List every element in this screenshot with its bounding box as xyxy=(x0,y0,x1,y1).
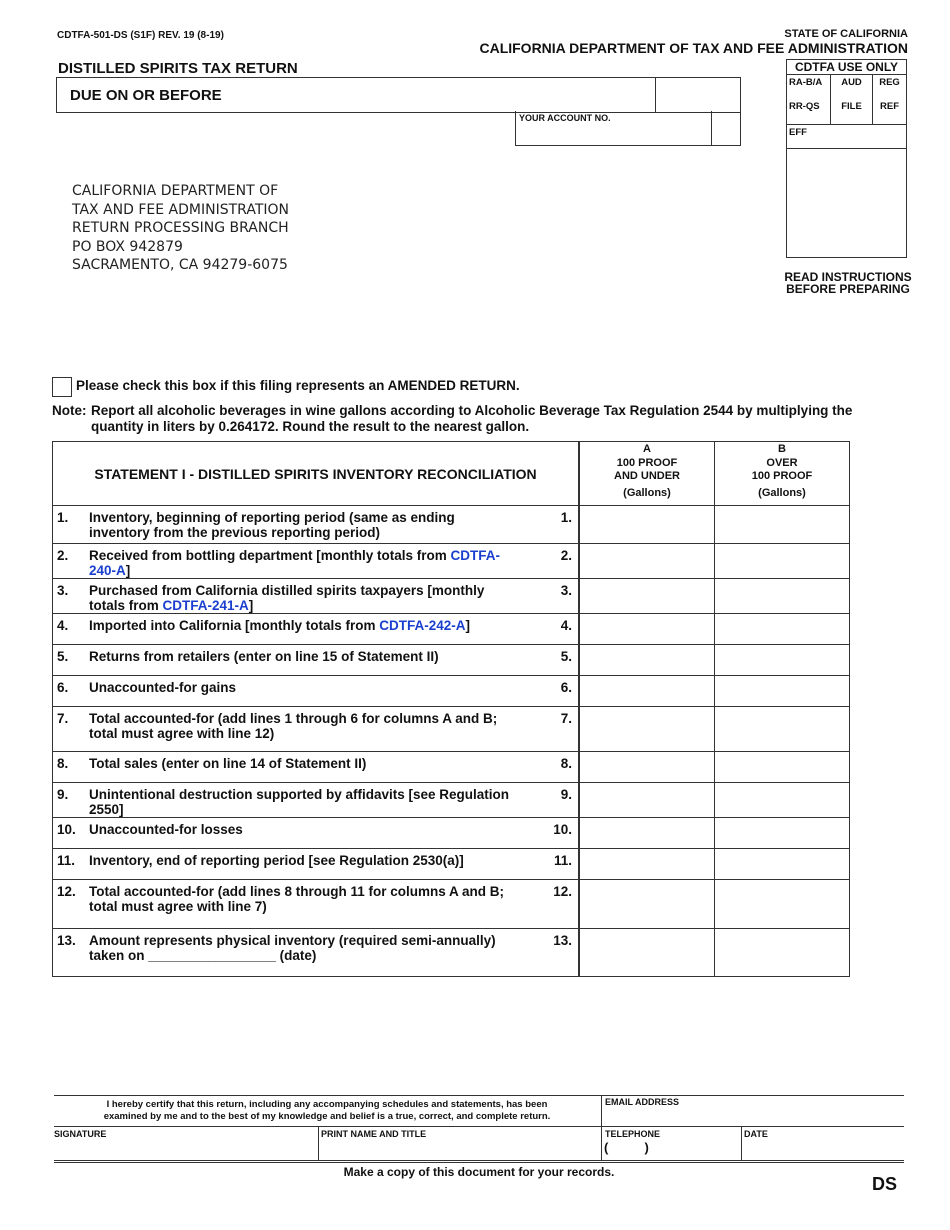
form-code: CDTFA-501-DS (S1F) REV. 19 (8-19) xyxy=(57,30,224,41)
line-reference: 2. xyxy=(522,544,579,579)
line-reference: 1. xyxy=(522,506,579,544)
statement-row xyxy=(53,929,850,977)
amended-label: Please check this box if this filing represents an AMENDED RETURN. xyxy=(76,378,520,393)
line-description xyxy=(89,783,522,818)
date-input[interactable] xyxy=(742,1140,902,1158)
due-date-label: DUE ON OR BEFORE xyxy=(70,87,222,104)
line-text: Unaccounted-for gains xyxy=(89,680,237,695)
column-a-input[interactable] xyxy=(579,818,715,849)
line-number: 6. xyxy=(53,676,90,707)
line-description xyxy=(89,506,522,544)
column-a-input[interactable] xyxy=(579,880,715,929)
line-text: Unintentional destruction supported by affidavits [see Regulation 2550] xyxy=(89,787,510,817)
account-label: YOUR ACCOUNT NO. xyxy=(519,113,611,123)
email-label: EMAIL ADDRESS xyxy=(605,1097,680,1107)
form-id: DS xyxy=(872,1174,898,1194)
line-description xyxy=(89,818,522,849)
certify-text: I hereby certify that this return, including any accompanying schedules and statements, has been examined by me and to the best of my knowledge and belief is a true, correct, and complete return. xyxy=(103,1099,551,1122)
line-number: 12. xyxy=(53,880,90,929)
statement-row xyxy=(53,614,850,645)
column-b-input[interactable] xyxy=(715,929,850,977)
signature-label: SIGNATURE xyxy=(54,1129,107,1139)
line-reference: 3. xyxy=(522,579,579,614)
line-number: 3. xyxy=(53,579,90,614)
column-b-input[interactable] xyxy=(715,506,850,544)
line-number: 2. xyxy=(53,544,90,579)
line-reference: 5. xyxy=(522,645,579,676)
line-text-end: ] xyxy=(465,618,471,633)
statement-title: STATEMENT I - DISTILLED SPIRITS INVENTORY RECONCILIATION xyxy=(53,442,580,506)
state-label: STATE OF CALIFORNIA xyxy=(784,28,908,40)
line-reference: 10. xyxy=(522,818,579,849)
statement-row xyxy=(53,880,850,929)
column-a-input[interactable] xyxy=(579,929,715,977)
copy-notice: Make a copy of this document for your records. xyxy=(343,1165,615,1179)
note-text: Report all alcoholic beverages in wine gallons according to Alcoholic Beverage Tax Regulation 2544 by multiplying the quantity in liters by 0.264172. Round the result to the nearest gallon. xyxy=(91,403,853,434)
line-description xyxy=(89,676,522,707)
line-reference: 7. xyxy=(522,707,579,752)
column-a-input[interactable] xyxy=(579,579,715,614)
column-b-header: B OVER 100 PROOF (Gallons) xyxy=(715,442,850,506)
line-description xyxy=(89,707,522,752)
signature-input[interactable] xyxy=(54,1140,317,1158)
line-text-end: ] xyxy=(248,598,254,613)
line-text: Received from bottling department [monthly totals from xyxy=(89,548,451,563)
line-number: 11. xyxy=(53,849,90,880)
form-title: DISTILLED SPIRITS TAX RETURN xyxy=(58,60,298,77)
use-aud: AUD xyxy=(831,75,873,99)
line-description xyxy=(89,645,522,676)
mailing-address xyxy=(72,182,289,275)
line-number: 7. xyxy=(53,707,90,752)
print-name-label: PRINT NAME AND TITLE xyxy=(321,1129,427,1139)
address-line: TAX AND FEE ADMINISTRATION xyxy=(72,201,289,218)
statement-row xyxy=(53,506,850,544)
line-reference: 6. xyxy=(522,676,579,707)
line-text: Total sales (enter on line 14 of Statement II) xyxy=(89,756,367,771)
column-a-input[interactable] xyxy=(579,506,715,544)
line-number: 13. xyxy=(53,929,90,977)
column-b-input[interactable] xyxy=(715,707,850,752)
line-number: 4. xyxy=(53,614,90,645)
column-b-input[interactable] xyxy=(715,544,850,579)
address-line: PO BOX 942879 xyxy=(72,238,183,255)
statement-row xyxy=(53,676,850,707)
address-line: SACRAMENTO, CA 94279-6075 xyxy=(72,257,288,273)
column-b-input[interactable] xyxy=(715,783,850,818)
statement-row xyxy=(53,544,850,579)
line-description xyxy=(89,929,522,977)
line-text: Purchased from California distilled spirits taxpayers [monthly totals from xyxy=(89,583,485,613)
line-reference: 8. xyxy=(522,752,579,783)
line-reference: 13. xyxy=(522,929,579,977)
column-b-input[interactable] xyxy=(715,676,850,707)
telephone-label: TELEPHONE xyxy=(605,1129,661,1139)
statement-row xyxy=(53,579,850,614)
column-a-input[interactable] xyxy=(579,752,715,783)
line-text: Inventory, beginning of reporting period (same as ending inventory from the previous reporting period) xyxy=(89,510,455,540)
column-b-input[interactable] xyxy=(715,818,850,849)
line-text: Inventory, end of reporting period [see Regulation 2530(a)] xyxy=(89,853,464,868)
column-a-input[interactable] xyxy=(579,614,715,645)
line-number: 10. xyxy=(53,818,90,849)
column-a-input[interactable] xyxy=(579,783,715,818)
column-a-input[interactable] xyxy=(579,645,715,676)
line-text: Imported into California [monthly totals from xyxy=(89,618,380,633)
date-label: DATE xyxy=(744,1129,768,1139)
column-a-input[interactable] xyxy=(579,707,715,752)
use-eff: EFF xyxy=(787,124,906,148)
due-date-field[interactable] xyxy=(656,78,740,112)
line-reference: 9. xyxy=(522,783,579,818)
line-description xyxy=(89,752,522,783)
line-description xyxy=(89,880,522,929)
line-reference: 4. xyxy=(522,614,579,645)
column-a-header: A 100 PROOF AND UNDER (Gallons) xyxy=(579,442,715,506)
line-text: Total accounted-for (add lines 1 through 6 for columns A and B; total must agree with line 12) xyxy=(89,711,498,741)
column-b-input[interactable] xyxy=(715,849,850,880)
column-b-input[interactable] xyxy=(715,614,850,645)
use-ra-ba: RA-B/A xyxy=(787,75,831,99)
account-input[interactable] xyxy=(516,123,711,145)
cdtfa-use-header: CDTFA USE ONLY xyxy=(787,60,906,75)
department-label: CALIFORNIA DEPARTMENT OF TAX AND FEE ADMINISTRATION xyxy=(479,40,908,56)
use-reg: REG xyxy=(879,77,900,88)
address-line: CALIFORNIA DEPARTMENT OF xyxy=(72,183,279,199)
certification-block xyxy=(54,1095,904,1163)
use-ref: REF xyxy=(873,99,907,124)
amended-checkbox[interactable] xyxy=(52,377,72,397)
line-text: Returns from retailers (enter on line 15 of Statement II) xyxy=(89,649,439,664)
column-b-input[interactable] xyxy=(715,645,850,676)
cdtfa-use-panel xyxy=(786,59,907,258)
use-file: FILE xyxy=(831,99,873,124)
statement-row xyxy=(53,645,850,676)
column-a-input[interactable] xyxy=(579,676,715,707)
statement-row xyxy=(53,783,850,818)
print-name-input[interactable] xyxy=(319,1140,601,1158)
line-reference: 11. xyxy=(522,849,579,880)
statement-table xyxy=(52,441,850,977)
column-b-input[interactable] xyxy=(715,579,850,614)
form-link[interactable]: CDTFA-242-A xyxy=(379,618,466,633)
column-a-input[interactable] xyxy=(579,849,715,880)
form-link[interactable]: CDTFA-241-A xyxy=(162,598,249,613)
line-text-end: ] xyxy=(125,563,131,578)
column-a-input[interactable] xyxy=(579,544,715,579)
line-number: 8. xyxy=(53,752,90,783)
telephone-input[interactable]: ( ) xyxy=(604,1140,649,1155)
note-label: Note: xyxy=(52,403,87,418)
line-description xyxy=(89,614,522,645)
line-number: 1. xyxy=(53,506,90,544)
line-number: 9. xyxy=(53,783,90,818)
email-input[interactable] xyxy=(602,1108,904,1126)
line-text: Amount represents physical inventory (required semi-annually) taken on _________________ (date) xyxy=(89,933,496,963)
column-b-input[interactable] xyxy=(715,880,850,929)
line-description xyxy=(89,544,522,579)
line-description xyxy=(89,849,522,880)
line-reference: 12. xyxy=(522,880,579,929)
line-description xyxy=(89,579,522,614)
use-rr-qs: RR-QS xyxy=(787,99,831,124)
statement-row xyxy=(53,707,850,752)
line-number: 5. xyxy=(53,645,90,676)
read-instructions: READ INSTRUCTIONS BEFORE PREPARING xyxy=(784,270,912,296)
line-text: Unaccounted-for losses xyxy=(89,822,243,837)
column-b-input[interactable] xyxy=(715,752,850,783)
statement-row xyxy=(53,752,850,783)
form-link[interactable]: CDTFA-240-A xyxy=(89,548,501,578)
statement-row xyxy=(53,849,850,880)
line-text: Total accounted-for (add lines 8 through 11 for columns A and B; total must agree with line 7) xyxy=(89,884,505,914)
account-box xyxy=(515,111,741,146)
statement-row xyxy=(53,818,850,849)
address-line: RETURN PROCESSING BRANCH xyxy=(72,220,289,236)
due-date-box xyxy=(56,77,741,113)
